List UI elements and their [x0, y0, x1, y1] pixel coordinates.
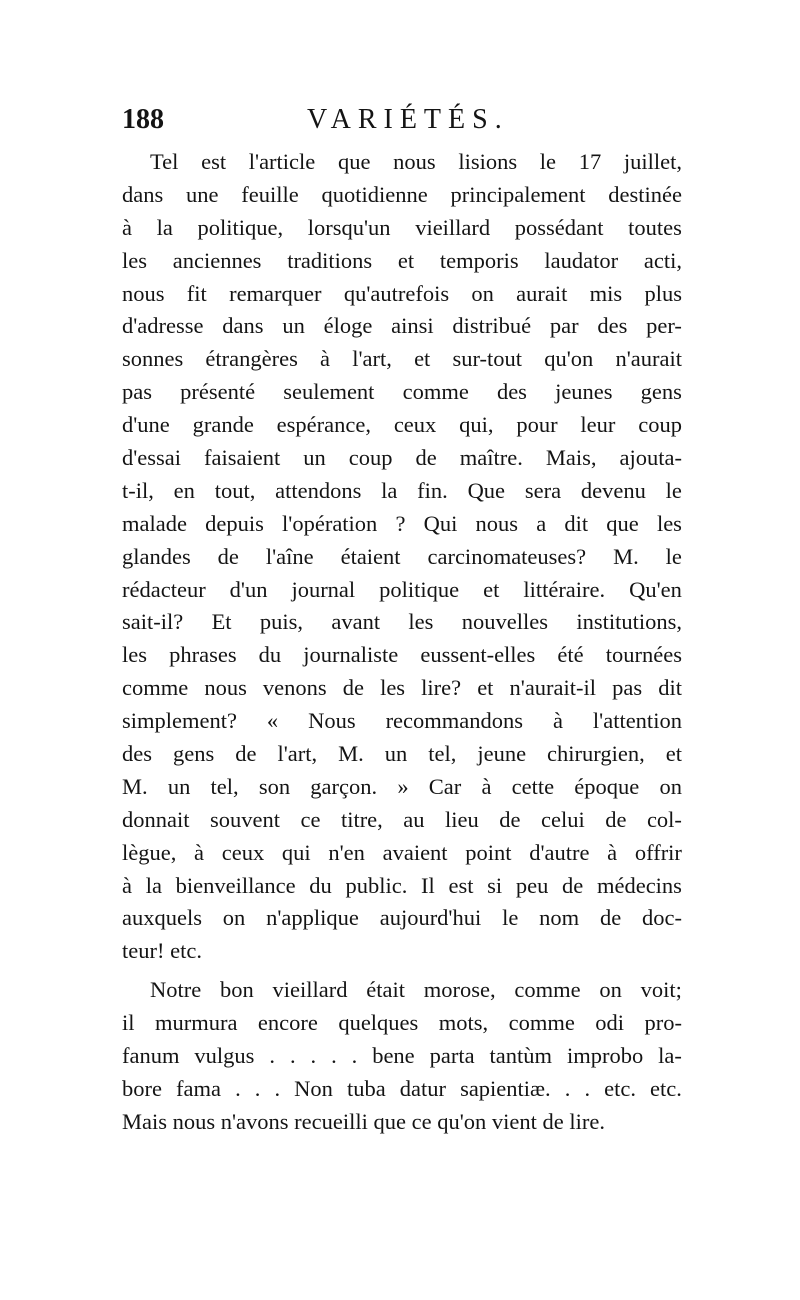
text-line: nous fit remarquer qu'autrefois on aurait mis plus [122, 280, 682, 306]
text-line: d'une grande espérance, ceux qui, pour leur coup [122, 412, 682, 438]
text-line: Notre bon vieillard était morose, comme on voit; [150, 977, 682, 1003]
text-line: à la politique, lorsqu'un vieillard possédant toutes [122, 214, 682, 240]
text-line: sonnes étrangères à l'art, et sur-tout qu'on n'aurait [122, 346, 682, 372]
text-line: lègue, à ceux qui n'en avaient point d'autre à offrir [122, 839, 682, 865]
text-line: fanum vulgus . . . . . bene parta tantùm improbo la- [122, 1043, 682, 1069]
page-number: 188 [122, 104, 164, 135]
text-line: donnait souvent ce titre, au lieu de celui de col- [122, 806, 682, 832]
text-line: pas présenté seulement comme des jeunes gens [122, 379, 682, 405]
page-header [122, 100, 692, 148]
text-line: Tel est l'article que nous lisions le 17 juillet, [150, 149, 682, 174]
text-line: sait-il? Et puis, avant les nouvelles institutions, [122, 609, 682, 635]
text-line: M. un tel, son garçon. » Car à cette époque on [122, 773, 682, 799]
text-line: malade depuis l'opération ? Qui nous a dit que les [122, 510, 682, 536]
text-line: d'adresse dans un éloge ainsi distribué par des per- [122, 313, 682, 339]
text-line: rédacteur d'un journal politique et littéraire. Qu'en [122, 576, 682, 602]
text-line: à la bienveillance du public. Il est si peu de médecins [122, 872, 682, 898]
text-line: comme nous venons de les lire? et n'aurait-il pas dit [122, 675, 682, 701]
text-line: d'essai faisaient un coup de maître. Mais, ajouta- [122, 445, 682, 471]
text-line: t-il, en tout, attendons la fin. Que sera devenu le [122, 477, 682, 503]
text-line: glandes de l'aîne étaient carcinomateuses? M. le [122, 543, 682, 569]
body-text [122, 146, 682, 1139]
text-line: dans une feuille quotidienne principalement destinée [122, 181, 682, 207]
text-line: les phrases du journaliste eussent-elles été tournées [122, 642, 682, 668]
paragraph-1 [122, 146, 682, 968]
text-line: il murmura encore quelques mots, comme odi pro- [122, 1010, 682, 1036]
text-line: les anciennes traditions et temporis laudator acti, [122, 247, 682, 273]
text-line: bore fama . . . Non tuba datur sapientiæ. . . etc. etc. [122, 1075, 682, 1101]
text-line: des gens de l'art, M. un tel, jeune chirurgien, et [122, 741, 682, 767]
text-line: simplement? « Nous recommandons à l'attention [122, 708, 682, 734]
paragraph-2 [122, 974, 682, 1138]
text-line: Mais nous n'avons recueilli que ce qu'on vient de lire. [122, 1108, 605, 1134]
text-line: teur! etc. [122, 938, 202, 964]
text-line: auxquels on n'applique aujourd'hui le nom de doc- [122, 905, 682, 931]
running-title: VARIÉTÉS. [307, 104, 509, 135]
